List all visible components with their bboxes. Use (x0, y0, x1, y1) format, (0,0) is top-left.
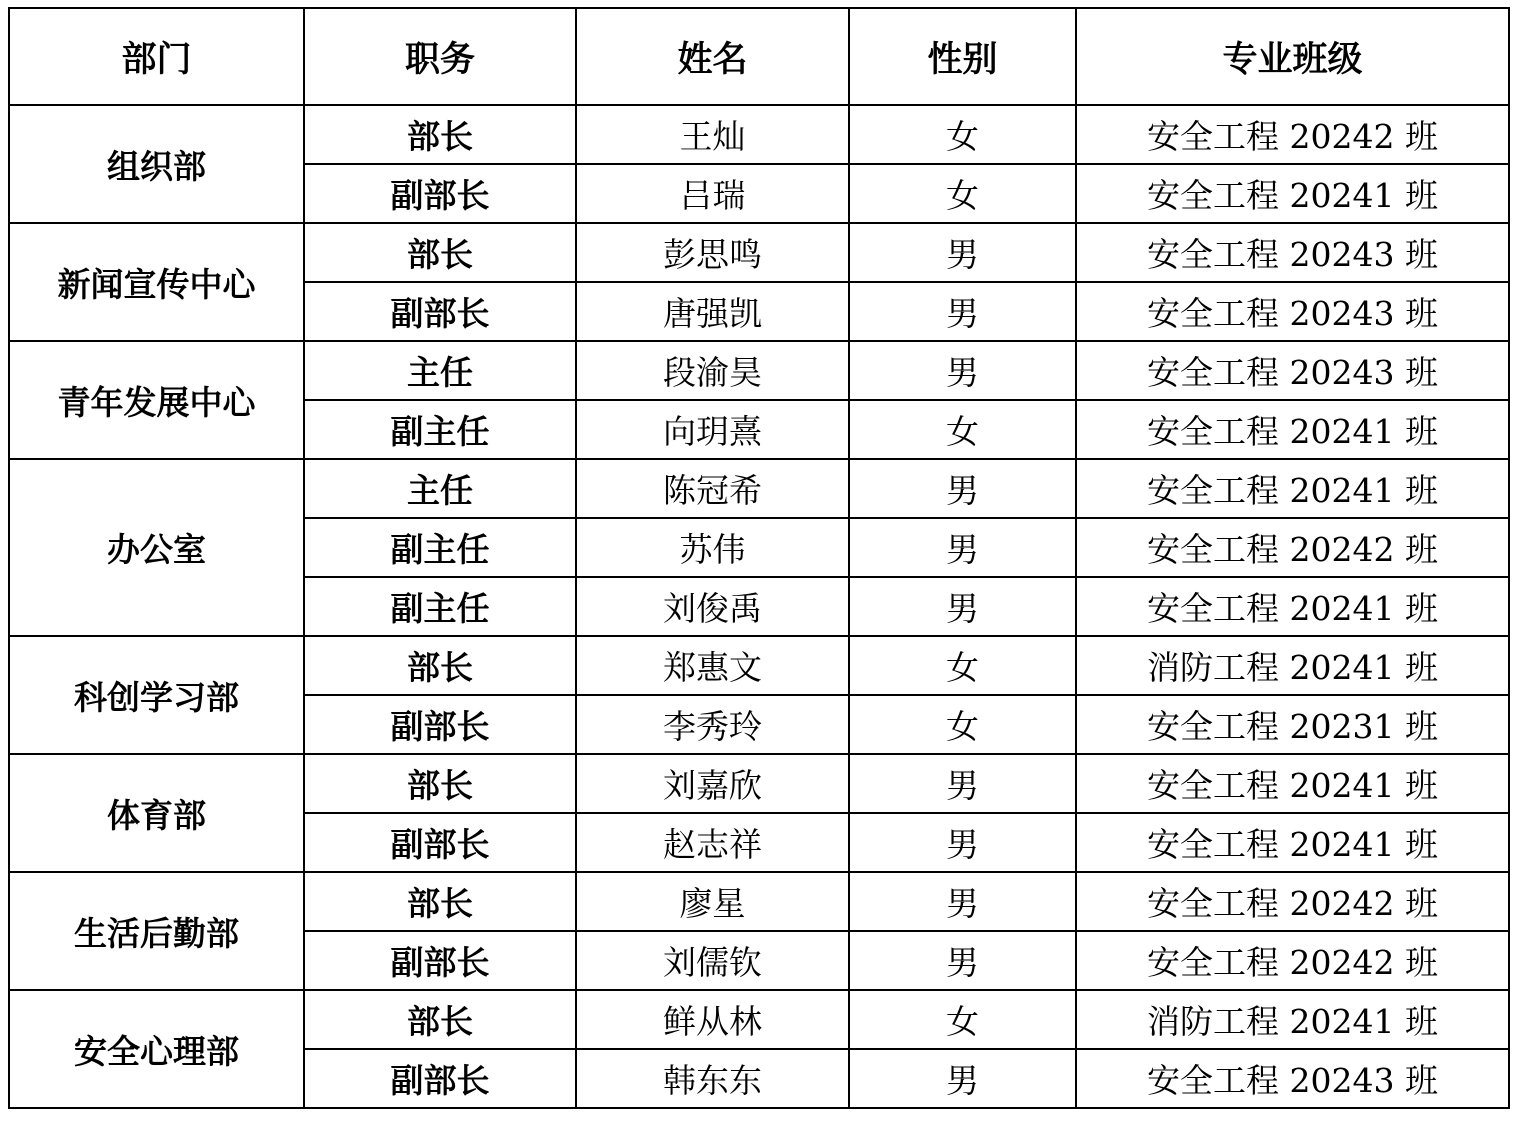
major-class-cell: 安全工程 20241 班 (1076, 813, 1509, 872)
dept-cell: 体育部 (9, 754, 304, 872)
table-row (9, 872, 1509, 931)
major-class-cell: 安全工程 20241 班 (1076, 400, 1509, 459)
dept-cell: 组织部 (9, 105, 304, 223)
header-dept: 部门 (9, 8, 304, 105)
dept-cell: 办公室 (9, 459, 304, 636)
major-class-cell: 安全工程 20243 班 (1076, 223, 1509, 282)
name-cell: 廖星 (576, 872, 849, 931)
name-cell: 段渝昊 (576, 341, 849, 400)
position-cell: 副部长 (304, 813, 576, 872)
major-class-cell: 消防工程 20241 班 (1076, 990, 1509, 1049)
dept-cell: 生活后勤部 (9, 872, 304, 990)
major-class-cell: 安全工程 20241 班 (1076, 459, 1509, 518)
roster-body (9, 105, 1509, 1108)
dept-cell: 科创学习部 (9, 636, 304, 754)
gender-cell: 女 (849, 400, 1076, 459)
roster-document (8, 7, 1510, 1109)
header-position: 职务 (304, 8, 576, 105)
position-cell: 副部长 (304, 164, 576, 223)
name-cell: 刘儒钦 (576, 931, 849, 990)
major-class-cell: 安全工程 20242 班 (1076, 105, 1509, 164)
name-cell: 鲜从林 (576, 990, 849, 1049)
position-cell: 部长 (304, 754, 576, 813)
major-class-cell: 安全工程 20241 班 (1076, 164, 1509, 223)
dept-cell: 青年发展中心 (9, 341, 304, 459)
gender-cell: 女 (849, 636, 1076, 695)
position-cell: 部长 (304, 105, 576, 164)
name-cell: 吕瑞 (576, 164, 849, 223)
major-class-cell: 安全工程 20231 班 (1076, 695, 1509, 754)
major-class-cell: 安全工程 20242 班 (1076, 518, 1509, 577)
major-class-cell: 安全工程 20243 班 (1076, 282, 1509, 341)
major-class-cell: 安全工程 20243 班 (1076, 1049, 1509, 1108)
major-class-cell: 安全工程 20242 班 (1076, 872, 1509, 931)
name-cell: 彭思鸣 (576, 223, 849, 282)
table-row (9, 105, 1509, 164)
position-cell: 部长 (304, 990, 576, 1049)
gender-cell: 男 (849, 459, 1076, 518)
dept-cell: 新闻宣传中心 (9, 223, 304, 341)
position-cell: 主任 (304, 341, 576, 400)
name-cell: 王灿 (576, 105, 849, 164)
name-cell: 刘俊禹 (576, 577, 849, 636)
position-cell: 副主任 (304, 577, 576, 636)
table-row (9, 459, 1509, 518)
position-cell: 主任 (304, 459, 576, 518)
gender-cell: 男 (849, 577, 1076, 636)
major-class-cell: 消防工程 20241 班 (1076, 636, 1509, 695)
gender-cell: 男 (849, 1049, 1076, 1108)
name-cell: 苏伟 (576, 518, 849, 577)
name-cell: 李秀玲 (576, 695, 849, 754)
header-name: 姓名 (576, 8, 849, 105)
gender-cell: 女 (849, 164, 1076, 223)
position-cell: 副部长 (304, 931, 576, 990)
gender-cell: 男 (849, 931, 1076, 990)
name-cell: 郑惠文 (576, 636, 849, 695)
header-gender: 性别 (849, 8, 1076, 105)
gender-cell: 男 (849, 223, 1076, 282)
table-row (9, 341, 1509, 400)
name-cell: 向玥熹 (576, 400, 849, 459)
dept-cell: 安全心理部 (9, 990, 304, 1108)
gender-cell: 男 (849, 872, 1076, 931)
position-cell: 副主任 (304, 400, 576, 459)
major-class-cell: 安全工程 20241 班 (1076, 754, 1509, 813)
name-cell: 韩东东 (576, 1049, 849, 1108)
gender-cell: 女 (849, 695, 1076, 754)
gender-cell: 男 (849, 813, 1076, 872)
position-cell: 副部长 (304, 1049, 576, 1108)
header-row (9, 8, 1509, 105)
name-cell: 唐强凯 (576, 282, 849, 341)
gender-cell: 男 (849, 518, 1076, 577)
position-cell: 部长 (304, 223, 576, 282)
position-cell: 副部长 (304, 695, 576, 754)
table-row (9, 636, 1509, 695)
position-cell: 部长 (304, 872, 576, 931)
name-cell: 陈冠希 (576, 459, 849, 518)
major-class-cell: 安全工程 20243 班 (1076, 341, 1509, 400)
gender-cell: 女 (849, 990, 1076, 1049)
gender-cell: 男 (849, 754, 1076, 813)
name-cell: 赵志祥 (576, 813, 849, 872)
gender-cell: 男 (849, 282, 1076, 341)
position-cell: 副主任 (304, 518, 576, 577)
roster-table (8, 7, 1510, 1109)
table-row (9, 990, 1509, 1049)
name-cell: 刘嘉欣 (576, 754, 849, 813)
major-class-cell: 安全工程 20242 班 (1076, 931, 1509, 990)
position-cell: 副部长 (304, 282, 576, 341)
header-major-class: 专业班级 (1076, 8, 1509, 105)
major-class-cell: 安全工程 20241 班 (1076, 577, 1509, 636)
gender-cell: 男 (849, 341, 1076, 400)
table-row (9, 223, 1509, 282)
table-row (9, 754, 1509, 813)
gender-cell: 女 (849, 105, 1076, 164)
position-cell: 部长 (304, 636, 576, 695)
